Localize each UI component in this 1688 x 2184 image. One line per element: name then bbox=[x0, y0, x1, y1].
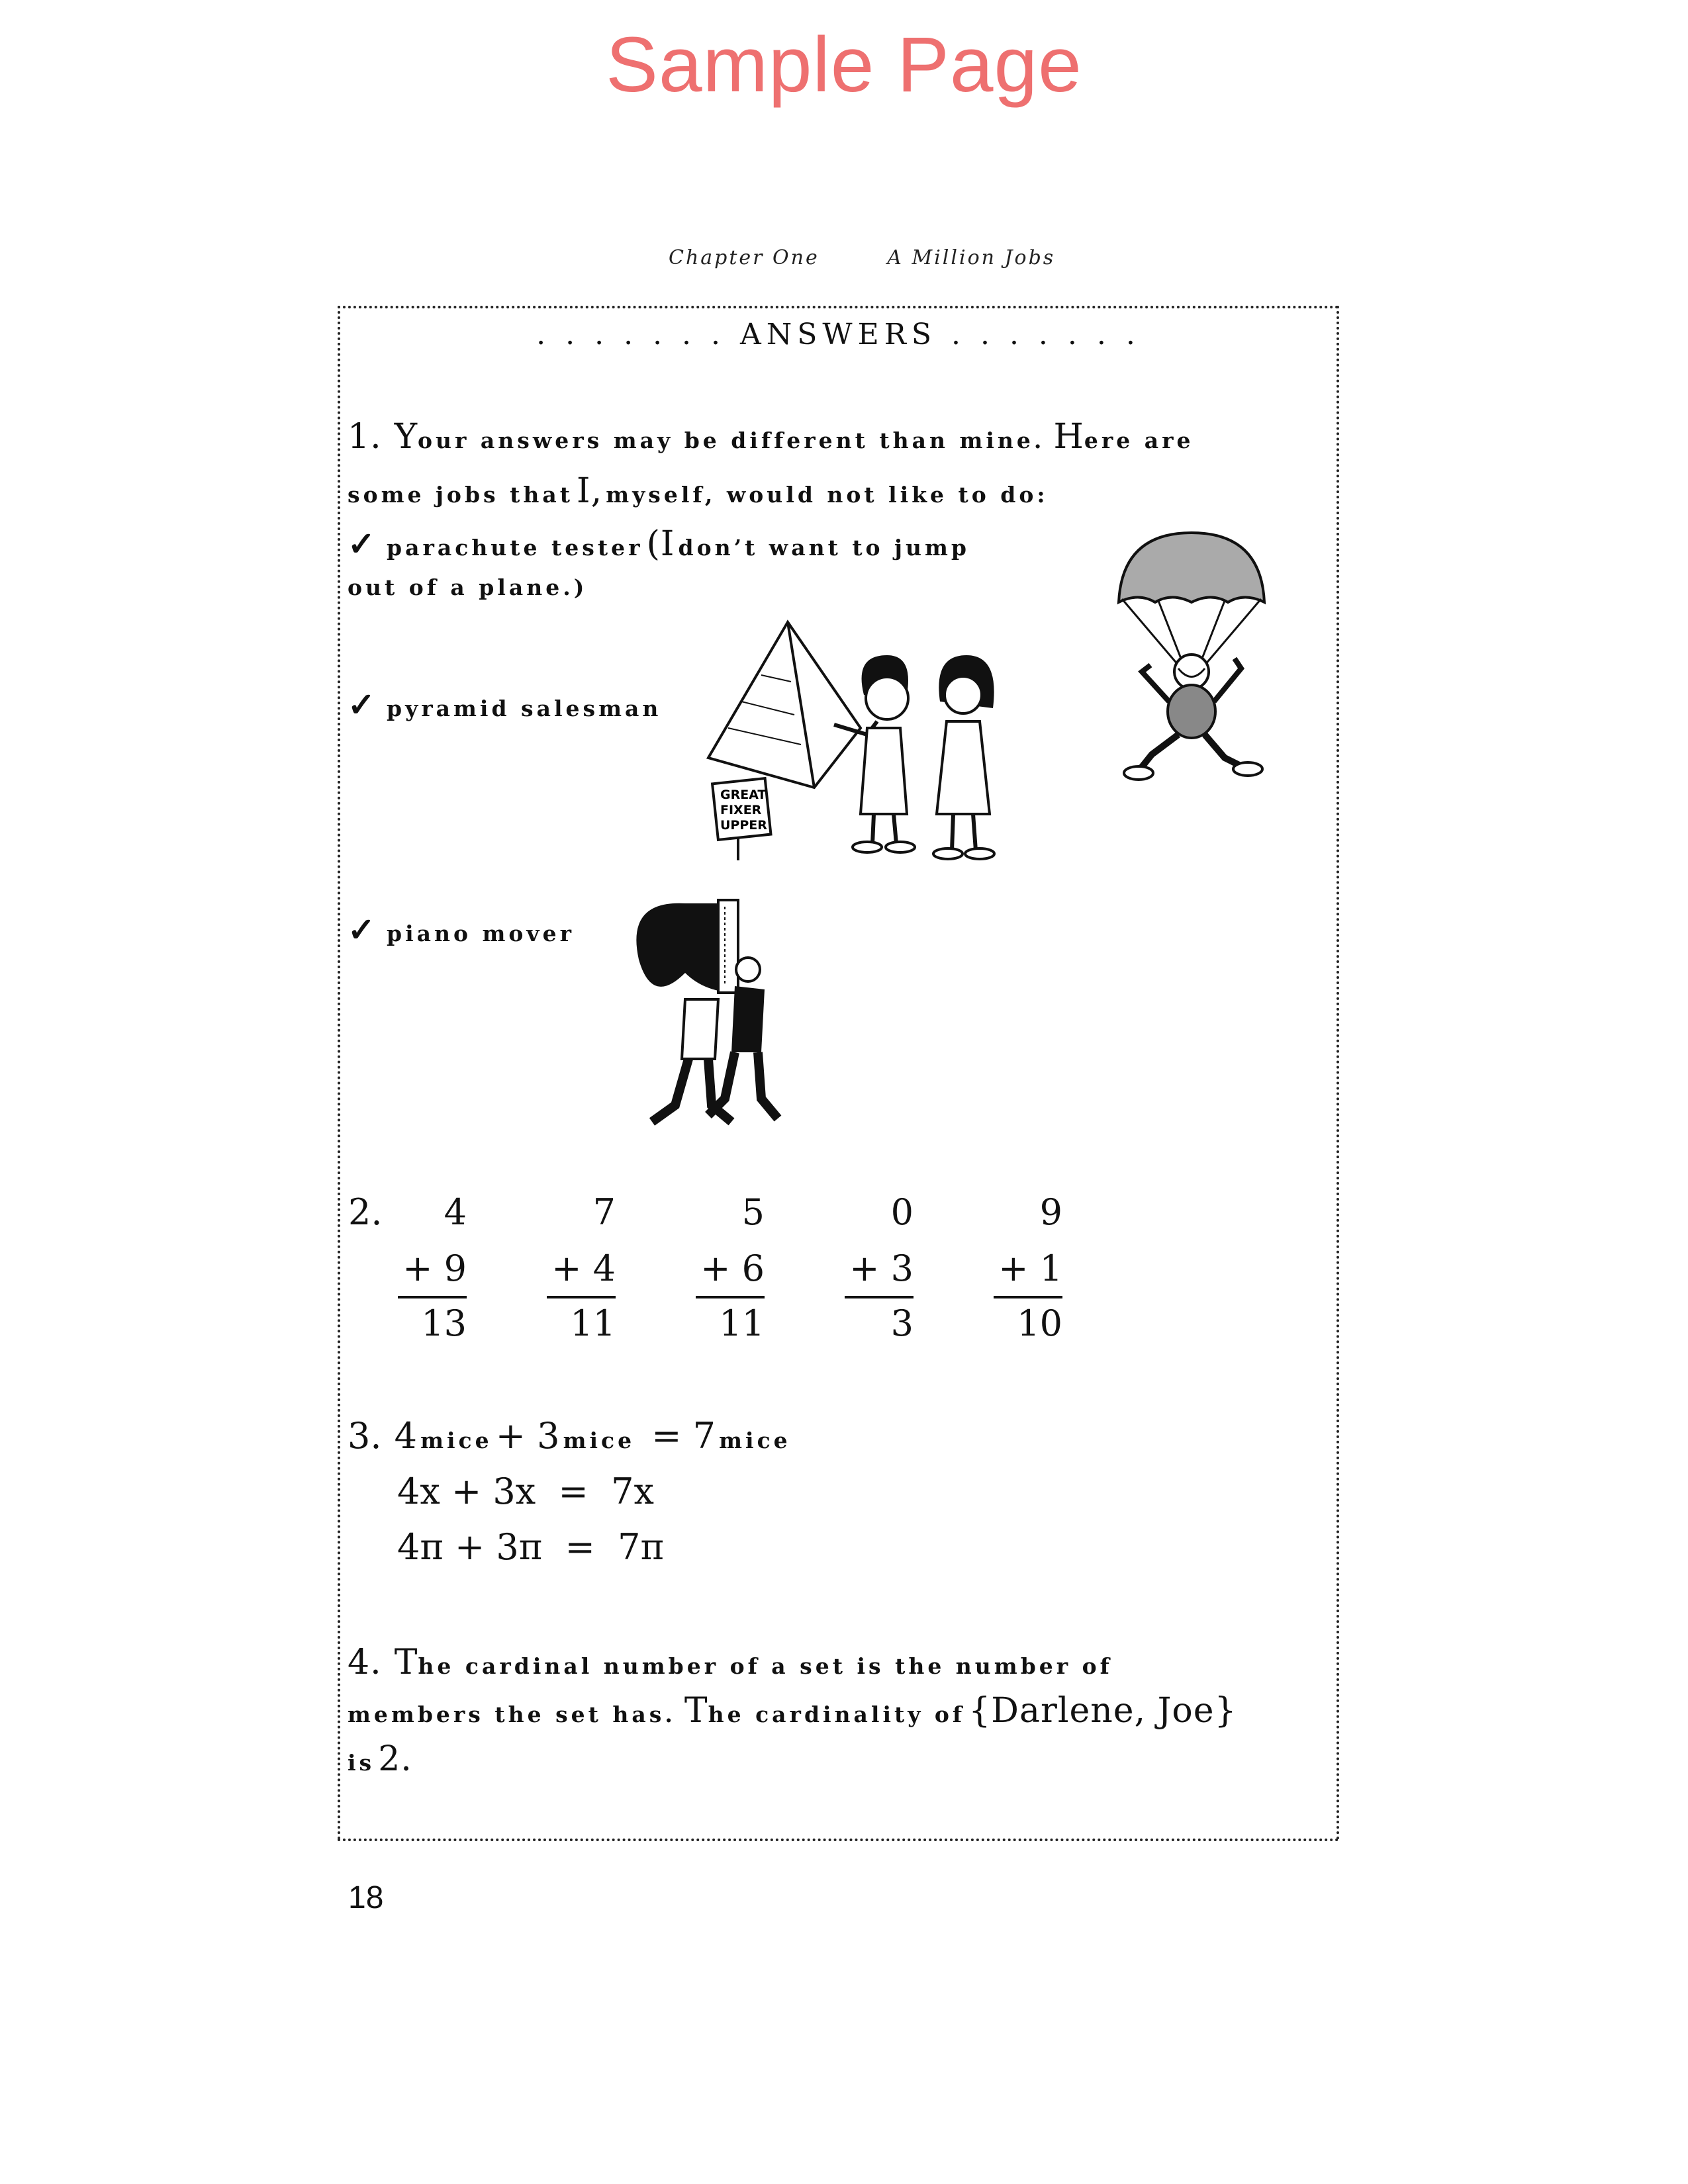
q2-sum: 11 bbox=[719, 1302, 765, 1344]
q2-top-number: 0 bbox=[890, 1191, 914, 1233]
q4-line-2 bbox=[348, 1691, 1237, 1731]
q1-line-1 bbox=[348, 417, 1194, 457]
q3-line-2: 4x + 3x = 7x bbox=[397, 1471, 654, 1512]
q2-sum-rule bbox=[994, 1296, 1062, 1298]
q4-line-3 bbox=[348, 1739, 412, 1779]
q2-sum: 13 bbox=[421, 1302, 467, 1344]
q1-item-parachute bbox=[348, 524, 970, 564]
q1-text-d: myself, would not like to do: bbox=[606, 482, 1049, 508]
q1-text-a: our answers may be different than mine. bbox=[418, 428, 1045, 453]
q2-top-number: 5 bbox=[741, 1191, 765, 1233]
q2-addend: + 1 bbox=[998, 1248, 1062, 1289]
q4-answer: 2. bbox=[378, 1739, 412, 1779]
piano-movers-illustration bbox=[626, 893, 798, 1138]
q2-sum-rule bbox=[845, 1296, 914, 1298]
q4-line-1 bbox=[348, 1643, 1113, 1682]
q3-e: = 7 bbox=[651, 1415, 716, 1457]
sample-page-watermark: Sample Page bbox=[606, 21, 1082, 109]
q1-text-i: I, bbox=[577, 471, 603, 511]
checkmark-icon: ✓ bbox=[348, 910, 375, 949]
running-head bbox=[669, 246, 1055, 269]
item-parachute-d: out of a plane.) bbox=[348, 574, 588, 600]
q2-sum: 11 bbox=[570, 1302, 616, 1344]
q2-addend: + 4 bbox=[551, 1248, 616, 1289]
q2-sum: 3 bbox=[890, 1302, 914, 1344]
q3-f: mice bbox=[719, 1428, 791, 1453]
q2-sum-rule bbox=[398, 1296, 467, 1298]
sign-text-3: UPPER bbox=[720, 818, 767, 833]
q4-set: {Darlene, Joe} bbox=[968, 1691, 1237, 1731]
q4-number: 4. bbox=[348, 1643, 382, 1682]
q4-initial-t: T bbox=[394, 1643, 418, 1682]
item-piano: piano mover bbox=[387, 921, 575, 946]
q1-initial-h: H bbox=[1053, 417, 1084, 457]
answers-heading: . . . . . . . ANSWERS . . . . . . . bbox=[536, 318, 1141, 351]
q1-text-b: ere are bbox=[1084, 428, 1194, 453]
item-pyramid: pyramid salesman bbox=[387, 696, 662, 721]
q1-item-piano bbox=[348, 910, 575, 949]
q2-sum-rule bbox=[696, 1296, 765, 1298]
q1-item-parachute-cont bbox=[348, 574, 587, 600]
q1-number: 1. bbox=[348, 417, 382, 457]
q2-number: 2. bbox=[348, 1191, 383, 1233]
checkmark-icon: ✓ bbox=[348, 685, 375, 724]
q2-sum: 10 bbox=[1017, 1302, 1062, 1344]
q2-top-number: 9 bbox=[1039, 1191, 1062, 1233]
q2-addend: + 3 bbox=[849, 1248, 914, 1289]
q3-c: + 3 bbox=[495, 1415, 560, 1457]
q1-line-2 bbox=[348, 471, 1049, 511]
q4-text-d: is bbox=[348, 1750, 375, 1776]
q3-line-1 bbox=[348, 1415, 791, 1457]
checkmark-icon: ✓ bbox=[348, 524, 375, 563]
q1-text-c: some jobs that bbox=[348, 482, 573, 508]
parachutist-illustration bbox=[1112, 529, 1271, 781]
q1-item-pyramid bbox=[348, 685, 661, 724]
q4-text-c: he cardinality of bbox=[708, 1702, 966, 1727]
q3-b: mice bbox=[420, 1428, 492, 1453]
q3-line-3: 4π + 3π = 7π bbox=[397, 1526, 665, 1568]
q2-addend: + 9 bbox=[402, 1248, 467, 1289]
sign-text-2: FIXER bbox=[720, 803, 762, 817]
q2-top-number: 4 bbox=[444, 1191, 467, 1233]
sign-text-1: GREAT bbox=[720, 788, 767, 802]
q2-addend: + 6 bbox=[700, 1248, 765, 1289]
q2-sum-rule bbox=[547, 1296, 616, 1298]
pyramid-salesman-illustration bbox=[702, 615, 1013, 874]
q4-text-b: members the set has. bbox=[348, 1702, 676, 1727]
item-parachute-a: parachute tester bbox=[387, 535, 643, 561]
item-parachute-c: don’t want to jump bbox=[678, 535, 970, 561]
q3-number: 3. bbox=[348, 1415, 382, 1457]
chapter-title: A Million Jobs bbox=[887, 246, 1056, 269]
chapter-label: Chapter One bbox=[669, 246, 820, 269]
page-number: 18 bbox=[348, 1880, 384, 1915]
q4-text-a: he cardinal number of a set is the number of bbox=[418, 1653, 1113, 1679]
q3-a: 4 bbox=[394, 1415, 417, 1457]
q3-d: mice bbox=[563, 1428, 635, 1453]
q4-initial-t2: T bbox=[684, 1691, 708, 1731]
q1-initial-y: Y bbox=[394, 417, 418, 457]
item-parachute-b: (I bbox=[646, 524, 675, 564]
q2-top-number: 7 bbox=[592, 1191, 616, 1233]
